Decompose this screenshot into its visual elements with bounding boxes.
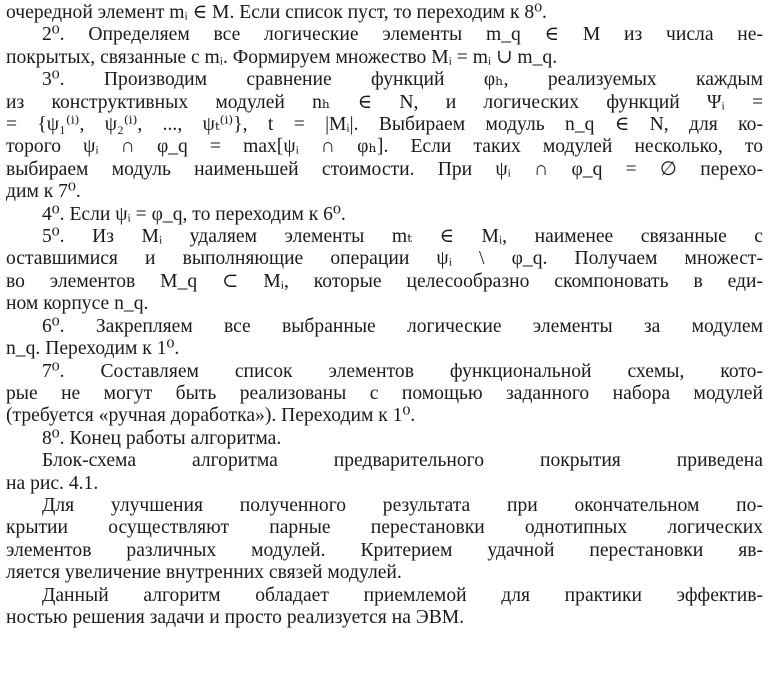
document-body xyxy=(6,2,763,629)
text-line: из конструктивных модулей nₕ ∈ N, и логических функций Ψᵢ = xyxy=(6,91,763,113)
text-line: 2⁰. Определяем все логические элементы m_q ∈ M из числа не- xyxy=(42,24,763,46)
text-line: ном корпусе n_q. xyxy=(6,293,149,315)
text-line: 3⁰. Производим сравнение функций φₕ, реализуемых каждым xyxy=(42,69,763,91)
text-line: Для улучшения полученного результата при окончательном по- xyxy=(42,494,763,516)
text-line: очередной элемент mᵢ ∈ M. Если список пуст, то переходим к 8⁰. xyxy=(6,2,547,23)
paragraph-step-8 xyxy=(6,428,763,450)
text-line: торого ψᵢ ∩ φ_q = max[ψᵢ ∩ φₕ]. Если таких модулей несколько, то xyxy=(6,136,763,158)
text-line: крытии осуществляют парные перестановки однотипных логических xyxy=(6,517,763,539)
text-line: рые не могут быть реализованы с помощью заданного набора модулей xyxy=(6,382,763,404)
text-line: выбираем модуль наименьшей стоимости. При ψᵢ ∩ φ_q = ∅ перехо- xyxy=(6,158,763,180)
paragraph-step-6 xyxy=(6,316,763,361)
text-line: оставшимися и выполняющие операции ψᵢ \ φ_q. Получаем множест- xyxy=(6,248,763,270)
text-line: = {ψ₁⁽ⁱ⁾, ψ₂⁽ⁱ⁾, ..., ψₜ⁽ⁱ⁾}, t = |Mᵢ|. Выбираем модуль n_q ∈ N, для ко- xyxy=(6,114,763,136)
text-line: на рис. 4.1. xyxy=(6,472,99,494)
paragraph-step-5 xyxy=(6,226,763,316)
paragraph-efficiency xyxy=(6,585,763,630)
text-line: 7⁰. Составляем список элементов функциональной схемы, кото- xyxy=(42,360,763,382)
paragraph-improve xyxy=(6,495,763,585)
text-line: покрытых, связанные с mᵢ. Формируем множество Mᵢ = mᵢ ∪ m_q. xyxy=(6,46,558,68)
text-line: n_q. Переходим к 1⁰. xyxy=(6,338,180,360)
paragraph-step-2 xyxy=(6,24,763,69)
text-line: 5⁰. Из Mᵢ удаляем элементы mₜ ∈ Mᵢ, наименее связанные с xyxy=(42,226,763,248)
text-line: (требуется «ручная доработка»). Переходим к 1⁰. xyxy=(6,405,416,427)
text-line: 6⁰. Закрепляем все выбранные логические элементы за модулем xyxy=(42,315,763,337)
text-line: ляется увеличение внутренних связей модулей. xyxy=(6,562,402,584)
text-line: Блок-схема алгоритма предварительного покрытия приведена xyxy=(42,450,763,472)
text-line: ностью решения задачи и просто реализуется на ЭВМ. xyxy=(6,606,465,628)
paragraph-step-7 xyxy=(6,361,763,428)
paragraph-step-3 xyxy=(6,69,763,203)
paragraph-step-4 xyxy=(6,204,763,226)
text-line: Данный алгоритм обладает приемлемой для практики эффектив- xyxy=(42,584,763,606)
text-line: дим к 7⁰. xyxy=(6,181,81,203)
paragraph-list-empty xyxy=(6,2,763,24)
text-line: элементов различных модулей. Критерием удачной перестановки яв- xyxy=(6,539,763,561)
text-line: 8⁰. Конец работы алгоритма. xyxy=(42,427,282,449)
text-line: во элементов M_q ⊂ Mᵢ, которые целесообразно скомпоновать в еди- xyxy=(6,270,763,292)
text-line: 4⁰. Если ψᵢ = φ_q, то переходим к 6⁰. xyxy=(42,203,346,225)
paragraph-flowchart xyxy=(6,450,763,495)
